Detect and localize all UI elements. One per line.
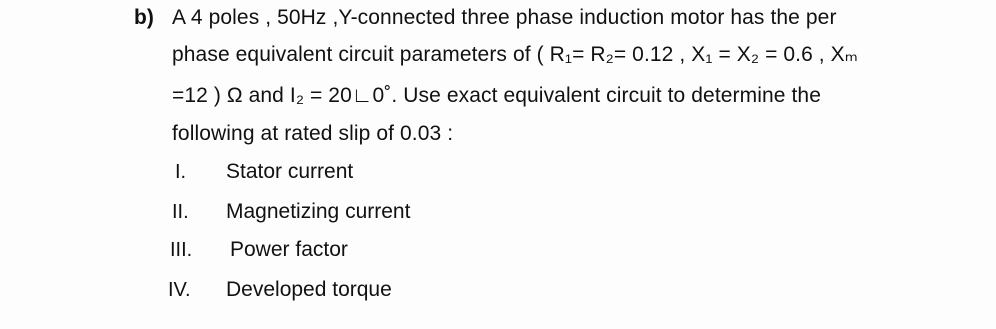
list-item-text: Power factor <box>230 238 348 261</box>
question-label: b) <box>134 6 155 29</box>
question-line-1: A 4 poles , 50Hz ,Y-connected three phase induction motor has the per <box>172 6 837 29</box>
list-item-number: I. <box>175 161 187 183</box>
question-line-4: following at rated slip of 0.03 : <box>172 122 454 145</box>
list-item-text: Magnetizing current <box>226 200 411 223</box>
list-item-number: III. <box>170 239 193 261</box>
question-line-2: phase equivalent circuit parameters of ( R₁= R₂= 0.12 , X₁ = X₂ = 0.6 , Xₘ <box>172 43 858 66</box>
list-item-text: Developed torque <box>226 278 392 301</box>
list-item-number: IV. <box>168 279 191 301</box>
list-item-text: Stator current <box>226 160 354 183</box>
question-line-3: =12 ) Ω and I₂ = 20∟0˚. Use exact equivalent circuit to determine the <box>172 84 821 107</box>
list-item-number: II. <box>172 201 189 223</box>
